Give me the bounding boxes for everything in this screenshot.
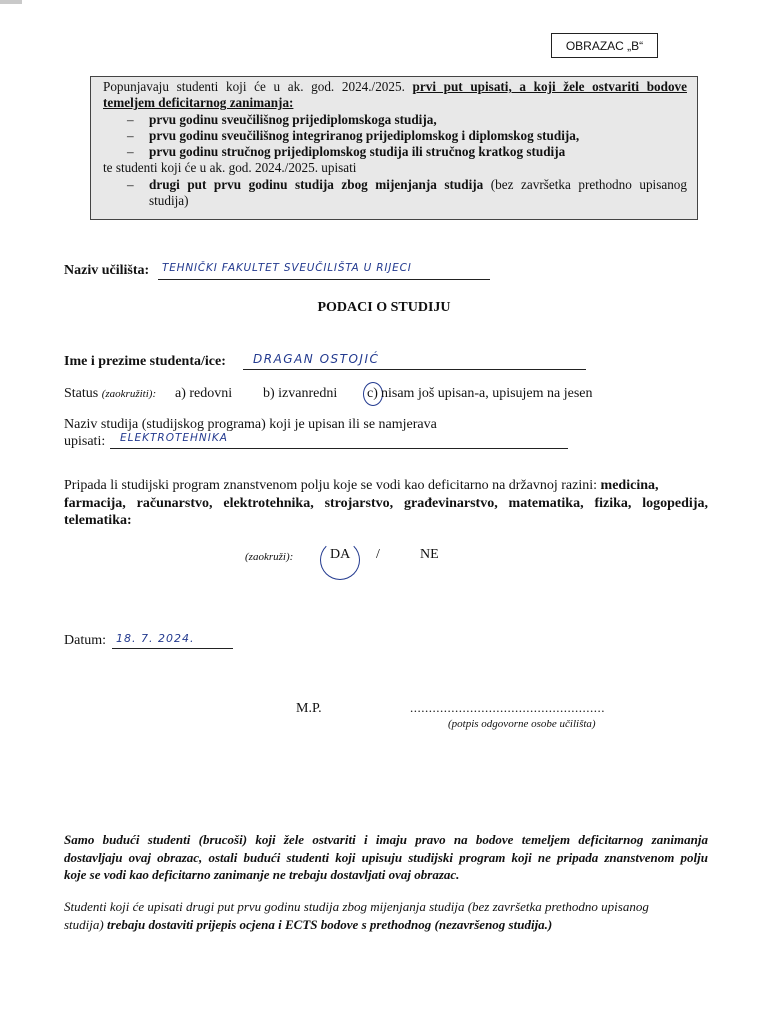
notice-list-item: – prvu godinu sveučilišnog prijediplomskoga studija,	[103, 112, 687, 128]
footer-note-freshmen	[64, 831, 708, 884]
footer-note-line: Studenti koji će upisati drugi put prvu godinu studija zbog mijenjanja studija (bez završetka prethodno upisanog	[64, 899, 649, 914]
status-option-not-enrolled[interactable]: nisam još upisan-a, upisujem na jesen	[381, 386, 593, 401]
footer-note-line: koje se vodi kao deficitarno zanimanje ne trebaju dostavljati ovaj obrazac.	[64, 867, 460, 882]
footer-note-transfer	[64, 898, 708, 934]
notice-list-item: – prvu godinu sveučilišnog integriranog prijediplomskog i diplomskog studija,	[103, 128, 687, 144]
institution-field[interactable]	[158, 262, 490, 280]
notice-intro-line-1	[103, 79, 687, 95]
student-name-field[interactable]	[243, 352, 586, 370]
date-label: Datum:	[64, 633, 106, 648]
notice-list-item: – drugi put prvu godinu studija zbog mijenjanja studija (bez završetka prethodno upisanog studija)	[103, 177, 687, 210]
status-label: Status	[64, 386, 99, 401]
section-title: PODACI O STUDIJU	[317, 300, 451, 315]
study-program-value: ELEKTROTEHNIKA	[120, 432, 228, 444]
question-hint: (zaokruži):	[245, 551, 294, 563]
form-type-label: OBRAZAC „B“	[565, 38, 644, 53]
deficit-question	[64, 477, 708, 530]
status-hint: (zaokružiti):	[101, 388, 157, 400]
student-name-value: DRAGAN OSTOJIĆ	[253, 352, 380, 366]
footer-note-line: Samo budući studenti (brucoši) koji žele ostvariti i imaju pravo na bodove temeljem deficitarnog zanimanja	[64, 832, 708, 847]
footer-note-line: studija) trebaju dostaviti prijepis ocjena i ECTS bodove s prethodnog (nezavršenog studija.)	[64, 916, 553, 932]
answer-no[interactable]: NE	[420, 547, 439, 562]
notice-intro-text: Popunjavaju studenti koji će u ak. god. 2024./2025.	[103, 79, 413, 94]
question-fields-line-last: telematika:	[64, 513, 132, 528]
status-option-regular[interactable]: a) redovni	[175, 386, 233, 401]
answer-separator: /	[376, 547, 380, 562]
status-row	[64, 386, 156, 402]
study-program-field[interactable]	[110, 432, 568, 449]
study-label-line-1: Naziv studija (studijskog programa) koji je upisan ili se namjerava	[64, 417, 437, 432]
status-option-not-enrolled-letter[interactable]: c)	[367, 386, 378, 401]
question-field-medicine: medicina,	[600, 478, 659, 493]
scan-edge-mark	[0, 0, 22, 4]
eligibility-notice-box	[90, 76, 698, 220]
institution-label: Naziv učilišta:	[64, 263, 150, 278]
study-label-line-2: upisati:	[64, 434, 106, 449]
notice-intro-underlined-2: temeljem deficitarnog zanimanja:	[103, 95, 294, 111]
question-text: Pripada li studijski program znanstvenom polju koje se vodi kao deficitarno na državnoj razini:	[64, 478, 601, 493]
question-fields-line: farmacija, računarstvo, elektrotehnika, strojarstvo, građevinarstvo, matematika, fizika, logopedija,	[64, 495, 708, 511]
answer-yes[interactable]: DA	[330, 547, 351, 562]
status-option-part-time[interactable]: b) izvanredni	[263, 386, 338, 401]
institution-value: TEHNIČKI FAKULTET SVEUČILIŠTA U RIJECI	[162, 262, 412, 274]
notice-list	[103, 112, 687, 161]
date-field[interactable]	[112, 632, 233, 649]
signature-line[interactable]: ....................................................	[410, 700, 605, 715]
footer-note-line: dostavljaju ovaj obrazac, ostali budući studenti koji upisuju studijski program koji ne pripada znanstvenom polju	[64, 849, 708, 865]
student-name-label: Ime i prezime studenta/ice:	[64, 354, 226, 369]
notice-intro-underlined-1: prvi put upisati, a koji žele ostvariti bodove	[412, 79, 687, 94]
notice-list-item: – prvu godinu stručnog prijediplomskog studija ili stručnog kratkog studija	[103, 144, 687, 160]
notice-intro-line-2	[103, 95, 687, 111]
form-type-badge	[551, 33, 658, 58]
notice-list-second	[103, 177, 687, 210]
stamp-placeholder: M.P.	[296, 701, 322, 716]
signature-caption: (potpis odgovorne osobe učilišta)	[448, 718, 596, 730]
notice-middle-line: te studenti koji će u ak. god. 2024./2025. upisati	[103, 160, 357, 176]
date-value: 18. 7. 2024.	[116, 632, 195, 645]
